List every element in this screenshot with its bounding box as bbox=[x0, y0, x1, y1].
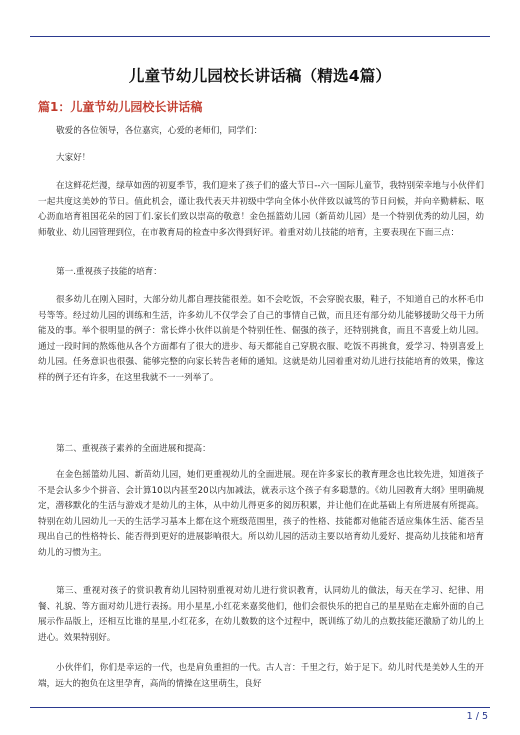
header-rule bbox=[30, 36, 490, 37]
paragraph-greeting: 大家好！ bbox=[56, 153, 91, 163]
section-title: 篇1：儿童节幼儿园校长讲话稿 bbox=[38, 100, 203, 114]
footer-rule bbox=[30, 707, 490, 708]
document-title: 儿童节幼儿园校长讲话稿（精选4篇） bbox=[128, 67, 392, 85]
paragraph-point-one-heading: 第一.重视孩子技能的培育： bbox=[56, 267, 162, 277]
page-indicator: 1 / 5 bbox=[466, 711, 488, 722]
paragraph-point-one-body: 很多幼儿在刚入园时，大部分幼儿都自理技能很差。如不会吃饭，不会穿脱衣服，鞋子，不知道自己的水杯毛巾号等等。经过幼儿园的训练和生活，许多幼儿不仅学会了自己的事情自己做，而且还有部分幼儿能够援助父母干力所能及的事。举个很明显的例子：常长烨小伙伴以前是个特别任性、倔强的孩子，还特别挑食，而且不喜爱上幼儿园。通过一段时间的熬炼他从各个方面都有了很大的进步、每天都能自己穿脱衣服、吃饭不再挑食，爱学习、特别喜爱上幼儿园。任务意识也很强、能够完整的向家长转告老师的通知。这就是幼儿园着重对幼儿进行技能培育的效果，像这样的例子还有许多，在这里我就不一一列举了。 bbox=[38, 295, 484, 383]
paragraph-point-two-body: 在金色摇篮幼儿园、新苗幼儿园，她们更重视幼儿的全面进展。现在许多家长的教育理念也比较先进，知道孩子不是会认多少个拼音、会计算10以内甚至20以内加减法，就表示这个孩子有多聪慧的。《幼儿园教育大纲》里明确规定，潜移默化的生活与游戏才是幼儿的主体，从中幼儿得更多的阅历积累，并让他们在此基础上有所进展有所提高。特别在幼儿园幼儿一天的生活学习基本上都在这个班级范围里，孩子的性格、技能都对他能否适应集体生活、能否呈现出自己的性格特长、能否得到更好的进展影响很大。所以幼儿园的活动主要以培育幼儿爱好、提高幼儿技能和培育幼儿的习惯为主。 bbox=[38, 470, 484, 558]
paragraph-closing: 小伙伴们，你们是幸运的一代，也是肩负重担的一代。古人言：千里之行，始于足下。幼儿时代是美妙人生的开端，远大的抱负在这里孕育，高尚的情操在这里萌生，良好 bbox=[38, 663, 484, 689]
paragraph-point-three: 第三、重视对孩子的赏识教育幼儿园特别重视对幼儿进行赏识教育，认同幼儿的做法，每天在学习、纪律、用餐、礼貌、等方面对幼儿进行表扬。用小星星,小红花来嘉奖他们，他们会很快乐的把自己的星星贴在走廊外面的自己展示作品版上，还相互比谁的星星,小红花多，在幼儿数数的这个过程中，既训练了幼儿的点数技能还激励了幼儿的上进心。效果特别好。 bbox=[38, 586, 484, 643]
paragraph-salutation: 敬爱的各位领导，各位嘉宾，心爱的老师们，同学们： bbox=[56, 126, 263, 136]
paragraph-intro: 在这鲜花烂漫，绿草如茵的初夏季节，我们迎来了孩子们的盛大节日--六一国际儿童节，我特别荣幸地与小伙伴们一起共度这美妙的节日。值此机会，谨让我代表天井初级中学向全体小伙伴致以诚笃的节日问候，并向辛勤耕耘、呕心沥血培育祖国花朵的园丁们.家长们致以崇高的敬意！金色摇篮幼儿园（新苗幼儿园）是一个特别优秀的幼儿园，幼师敬业、幼儿园管理到位，在市教育局的检查中多次得到好评。着重对幼儿技能的培育，主要表现在下面三点： bbox=[38, 181, 484, 238]
paragraph-point-two-heading: 第二、重视孩子素养的全面进展和提高： bbox=[56, 444, 211, 454]
